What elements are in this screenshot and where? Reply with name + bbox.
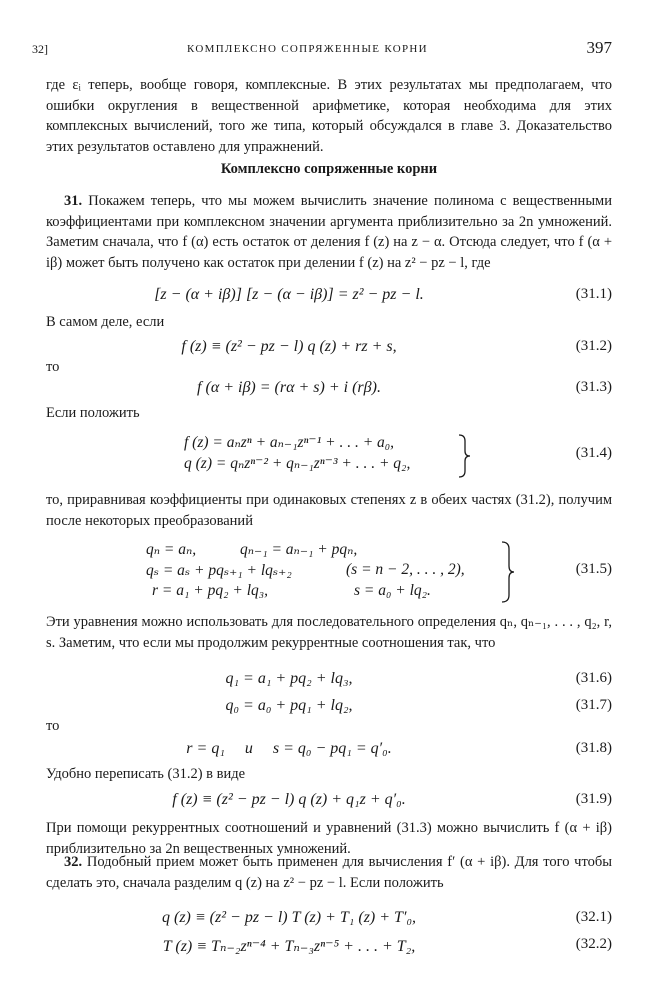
paragraph-31 [46,191,612,273]
equation-number: (31.7) [575,697,612,713]
formula: r = q₁ и s = q₀ − pq₁ = q′₀. [186,740,392,757]
text-then-2: то [46,718,60,734]
text-then: то [46,359,60,375]
equation-number: (31.1) [575,286,612,302]
subsection-title: Комплексно сопряженные корни [220,161,438,177]
equation-31-9 [46,791,612,813]
text-rewrite: Удобно переписать (31.2) в виде [46,766,246,782]
paragraph-these-equations: Эти уравнения можно использовать для последовательного определения qₙ, qₙ₋₁, . . . , q₂, r, s. Заметим, что если мы продолжим рекуррентные соотношения так, что [46,614,612,651]
running-header [32,38,612,62]
paragraph-32-text: Подобный прием может быть применен для вычисления f′ (α + iβ). Для того чтобы сделать это, сначала разделим q (z) на z² − pz − l. Если положить [46,854,612,891]
text-in-fact: В самом деле, если [46,314,165,330]
formula: f (z) ≡ (z² − pz − l) q (z) + q₁z + q′₀. [172,791,406,808]
equation-number: (31.5) [575,561,612,577]
page-number: 397 [586,38,612,57]
paragraph-intro: где εᵢ теперь, вообще говоря, комплексные. В этих результатах мы предполагаем, что ошибки округления в вещественной арифметике, которая необходима для этих комплексных вычислений, того же типа, который обсуждался в главе 3. Доказательство этих результатов оставлено для упражнений. [46,77,612,155]
equation-31-4 [46,433,612,479]
equation-32-1 [46,909,612,931]
equation-number: (31.9) [575,791,612,807]
paragraph-equating: то, приравнивая коэффициенты при одинаковых степенях z в обеих частях (31.2), получим после некоторых преобразований [46,492,612,529]
equation-31-6 [46,670,612,692]
formula: q₁ = a₁ + pq₂ + lq₃, [225,670,353,687]
formula-cell: qₙ₋₁ = aₙ₋₁ + pqₙ, [240,541,358,558]
equation-number: (31.6) [575,670,612,686]
formula: f (α + iβ) = (rα + s) + i (rβ). [197,379,381,396]
item-number-32: 32. [64,854,83,870]
equation-31-1 [46,286,612,308]
equation-31-5 [46,540,612,604]
right-brace-icon [499,540,517,604]
equation-31-7 [46,697,612,719]
right-brace-icon [456,433,472,479]
formula: [z − (α + iβ)] [z − (α − iβ)] = z² − pz − l. [154,286,424,303]
equation-31-8 [46,740,612,762]
paragraph-recurrence: При помощи рекуррентных соотношений и уравнений (31.3) можно вычислить f (α + iβ) приблизительно за 2n вещественных умножений. [46,820,612,857]
section-number: 32] [32,42,48,56]
formula: q (z) ≡ (z² − pz − l) T (z) + T₁ (z) + T′₀, [161,909,416,926]
text-if-we-set: Если положить [46,405,140,421]
paragraph-32 [46,852,612,893]
formula-cell: r = a₁ + pq₂ + lq₃, [152,582,269,599]
formula-cell: qₙ = aₙ, [146,541,197,558]
formula-cell: (s = n − 2, . . . , 2), [346,561,465,578]
paragraph-31-text: Покажем теперь, что мы можем вычислить значение полинома с вещественными коэффициентами при комплексном значении аргумента приблизительно за 2n умножений. Заметим сначала, что f (α) есть остаток от деления f (z) на z − α. Отсюда следует, что f (α + iβ) может быть получено как остаток при делении f (z) на z² − pz − l, где [46,193,612,271]
formula-line: q (z) = qₙzⁿ⁻² + qₙ₋₁zⁿ⁻³ + . . . + q₂, [184,455,411,472]
equation-32-2 [46,936,612,958]
formula: q₀ = a₀ + pq₁ + lq₂, [225,697,353,714]
equation-31-2 [46,338,612,360]
item-number-31: 31. [64,193,83,209]
formula: T (z) ≡ Tₙ₋₂zⁿ⁻⁴ + Tₙ₋₃zⁿ⁻⁵ + . . . + T₂, [162,938,416,955]
formula-cell: qₛ = aₛ + pqₛ₊₁ + lqₛ₊₂ [146,562,292,579]
equation-number: (32.1) [575,909,612,925]
equation-number: (31.2) [575,338,612,354]
formula-cell: s = a₀ + lq₂. [354,582,431,599]
equation-number: (31.3) [575,379,612,395]
equation-31-3 [46,379,612,401]
formula: f (z) ≡ (z² − pz − l) q (z) + rz + s, [181,338,397,355]
equation-number: (32.2) [575,936,612,952]
equation-number: (31.8) [575,740,612,756]
formula-line: f (z) = aₙzⁿ + aₙ₋₁zⁿ⁻¹ + . . . + a₀, [184,434,395,451]
equation-number: (31.4) [575,445,612,461]
header-title: КОМПЛЕКСНО СОПРЯЖЕННЫЕ КОРНИ [187,43,428,55]
